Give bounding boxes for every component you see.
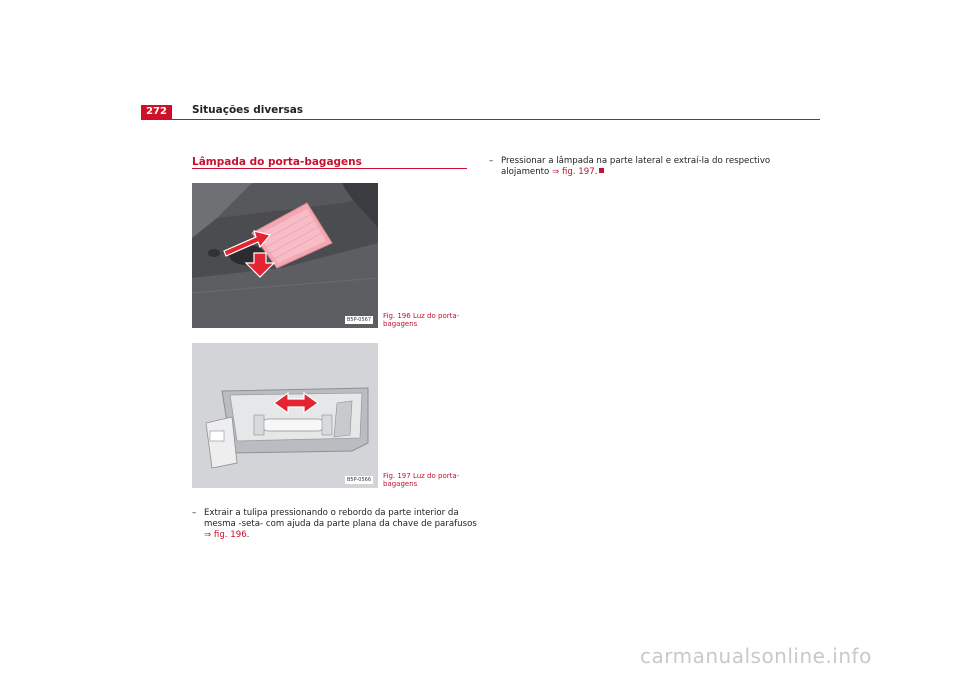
section-rule (192, 168, 467, 169)
page-number: 272 (141, 105, 172, 119)
step-dash: – (489, 156, 494, 166)
section-end-marker (599, 168, 604, 173)
step-text (501, 156, 770, 178)
caption-line: Fig. 196 Luz do porta- (383, 312, 460, 320)
watermark: carmanualsonline.info (640, 644, 872, 668)
step-end: . (594, 167, 598, 177)
step-text-fragment: alojamento (501, 167, 553, 177)
figure-reference-link[interactable]: ⇒ fig. 197 (552, 167, 595, 177)
instruction-step-1 (192, 508, 477, 542)
figure-197-caption (383, 472, 473, 488)
figure-code: B5P-0567 (346, 317, 371, 323)
step-end: . (246, 530, 250, 540)
caption-line: bagagens (383, 480, 418, 488)
step-line: Extrair a tulipa pressionando o rebordo da parte interior da (204, 508, 459, 518)
step-line (501, 167, 770, 178)
figure-197-image (192, 343, 378, 488)
figure-196-caption (383, 312, 473, 328)
figure-reference-link[interactable]: ⇒ fig. 196 (204, 530, 247, 540)
section-title: Lâmpada do porta-bagagens (192, 156, 362, 168)
caption-line: bagagens (383, 320, 418, 328)
instruction-step-2 (489, 156, 789, 180)
figure-196-image (192, 183, 378, 328)
step-line: mesma -seta- com ajuda da parte plana da chave de parafusos (204, 519, 477, 529)
header-rule (141, 119, 820, 120)
figure-code: B5P-0566 (346, 477, 371, 483)
header-title: Situações diversas (192, 104, 304, 116)
step-dash: – (192, 508, 197, 518)
step-text (204, 508, 477, 541)
step-line: Pressionar a lâmpada na parte lateral e extraí-la do respectivo (501, 156, 771, 166)
lamp-removal-illustration (192, 343, 378, 488)
step-line (204, 530, 477, 541)
trunk-light-illustration (192, 183, 378, 328)
caption-line: Fig. 197 Luz do porta- (383, 472, 460, 480)
